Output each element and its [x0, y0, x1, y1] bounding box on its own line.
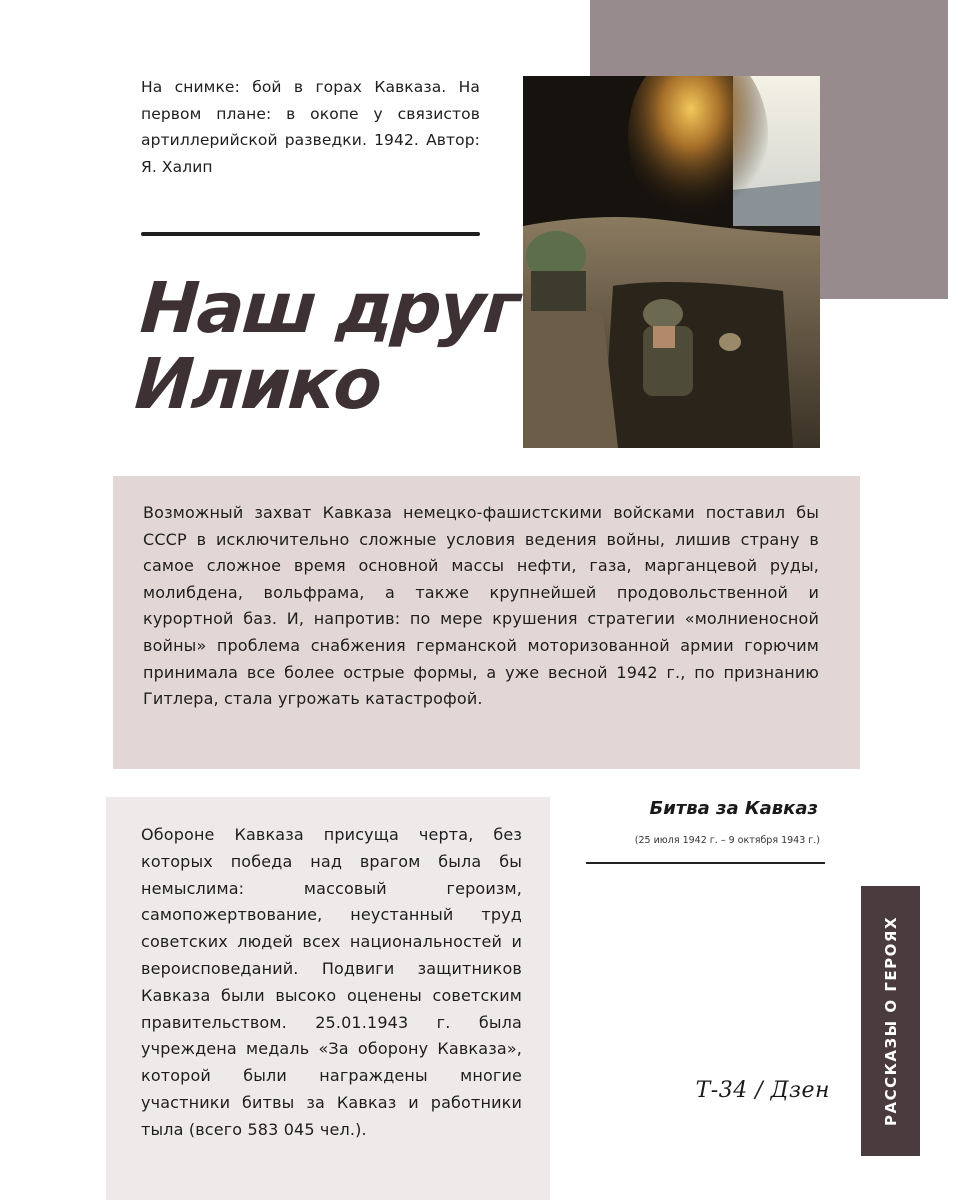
- page-title-line-1: Наш друг: [137, 267, 521, 349]
- battle-dates: (25 июля 1942 г. – 9 октября 1943 г.): [634, 835, 820, 846]
- section-tab: [861, 886, 920, 1156]
- section-tab-label: РАССКАЗЫ О ГЕРОЯХ: [881, 915, 900, 1127]
- defense-text: Обороне Кавказа присуща черта, без которых победа над врагом была бы немыслима: массовый героизм, самопожертвование, неустанный труд советских людей всех национальностей и вероисповеданий. Подвиги защитников Кавказа были высоко оценены советским правительством. 25.01.1943 г. была учреждена медаль «За оборону Кавказа», которой были награждены многие участники битвы за Кавказ и работники тыла (всего 583 045 чел.).: [141, 825, 522, 1139]
- page-title-line-2: Илико: [132, 343, 383, 425]
- page-title: [132, 267, 524, 425]
- battle-divider: [586, 862, 825, 864]
- source-signature: Т-34 / Дзен: [695, 1078, 830, 1103]
- battle-title: Битва за Кавказ: [649, 798, 818, 819]
- photo-caption: На снимке: бой в горах Кавказа. На первом плане: в окопе у связистов артиллерийской разведки. 1942. Автор: Я. Халип: [141, 78, 480, 176]
- divider: [141, 232, 480, 236]
- war-photo: [523, 76, 820, 448]
- defense-panel: [106, 797, 550, 1200]
- intro-panel: [113, 476, 860, 769]
- intro-text: Возможный захват Кавказа немецко-фашистскими войсками поставил бы СССР в исключительно сложные условия ведения войны, лишив страну в самое сложное время основной массы нефти, газа, марганцевой руды, молибдена, вольфрама, а также крупнейшей продовольственной и курортной баз. И, напротив: по мере крушения стратегии «молниеносной войны» проблема снабжения германской моторизованной армии горючим принимала все более острые формы, а уже весной 1942 г., по признанию Гитлера, стала угрожать катастрофой.: [143, 503, 819, 709]
